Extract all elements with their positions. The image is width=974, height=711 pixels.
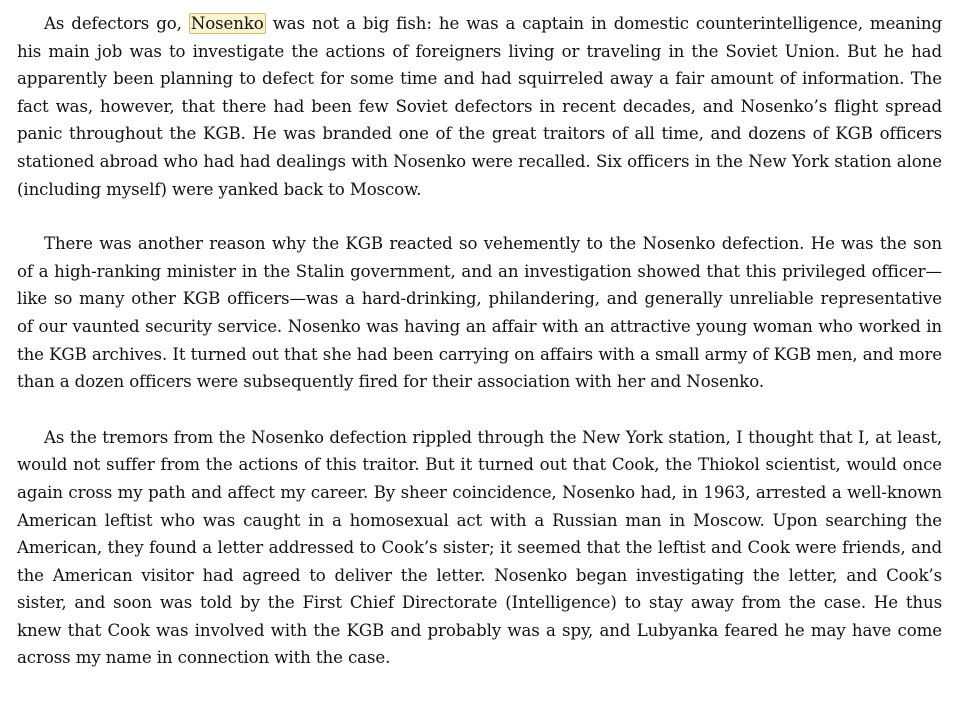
paragraph-1 <box>17 10 942 203</box>
paragraph-1-lead: As defectors go, <box>44 14 189 33</box>
paragraph-spacer <box>17 396 942 424</box>
paragraph-1-rest: was not a big fish: he was a captain in domestic counterintelligence, meaning his main job was to investigate the actions of foreigners living or traveling in the Soviet Union. But he had apparently been planning to defect for some time and had squirreled away a fair amount of information. The fact was, however, that there had been few Soviet defectors in recent decades, and Nosenko’s flight spread panic throughout the KGB. He was branded one of the great traitors of all time, and dozens of KGB officers stationed abroad who had had dealings with Nosenko were recalled. Six officers in the New York station alone (including myself) were yanked back to Moscow. <box>17 14 942 199</box>
paragraph-3: As the tremors from the Nosenko defection rippled through the New York station, I thought that I, at least, would not suffer from the actions of this traitor. But it turned out that Cook, the Thiokol scientist, would once again cross my path and affect my career. By sheer coincidence, Nosenko had, in 1963, arrested a well-known American leftist who was caught in a homosexual act with a Russian man in Moscow. Upon searching the American, they found a letter addressed to Cook’s sister; it seemed that the leftist and Cook were friends, and the American visitor had agreed to deliver the letter. Nosenko began investigating the letter, and Cook’s sister, and soon was told by the First Chief Directorate (Intelligence) to stay away from the case. He thus knew that Cook was involved with the KGB and probably was a spy, and Lubyanka feared he may have come across my name in connection with the case. <box>17 427 942 668</box>
highlighted-word[interactable]: Nosenko <box>190 14 264 33</box>
paragraph-spacer <box>17 203 942 230</box>
paragraph-2: There was another reason why the KGB reacted so vehemently to the Nosenko defection. He was the son of a high-ranking minister in the Stalin government, and an investigation showed that this privileged officer—like so many other KGB officers—was a hard-drinking, philandering, and generally unreliable representative of our vaunted security service. Nosenko was having an affair with an attractive young woman who worked in the KGB archives. It turned out that she had been carrying on affairs with a small army of KGB men, and more than a dozen officers were subsequently fired for their association with her and Nosenko. <box>17 234 942 392</box>
